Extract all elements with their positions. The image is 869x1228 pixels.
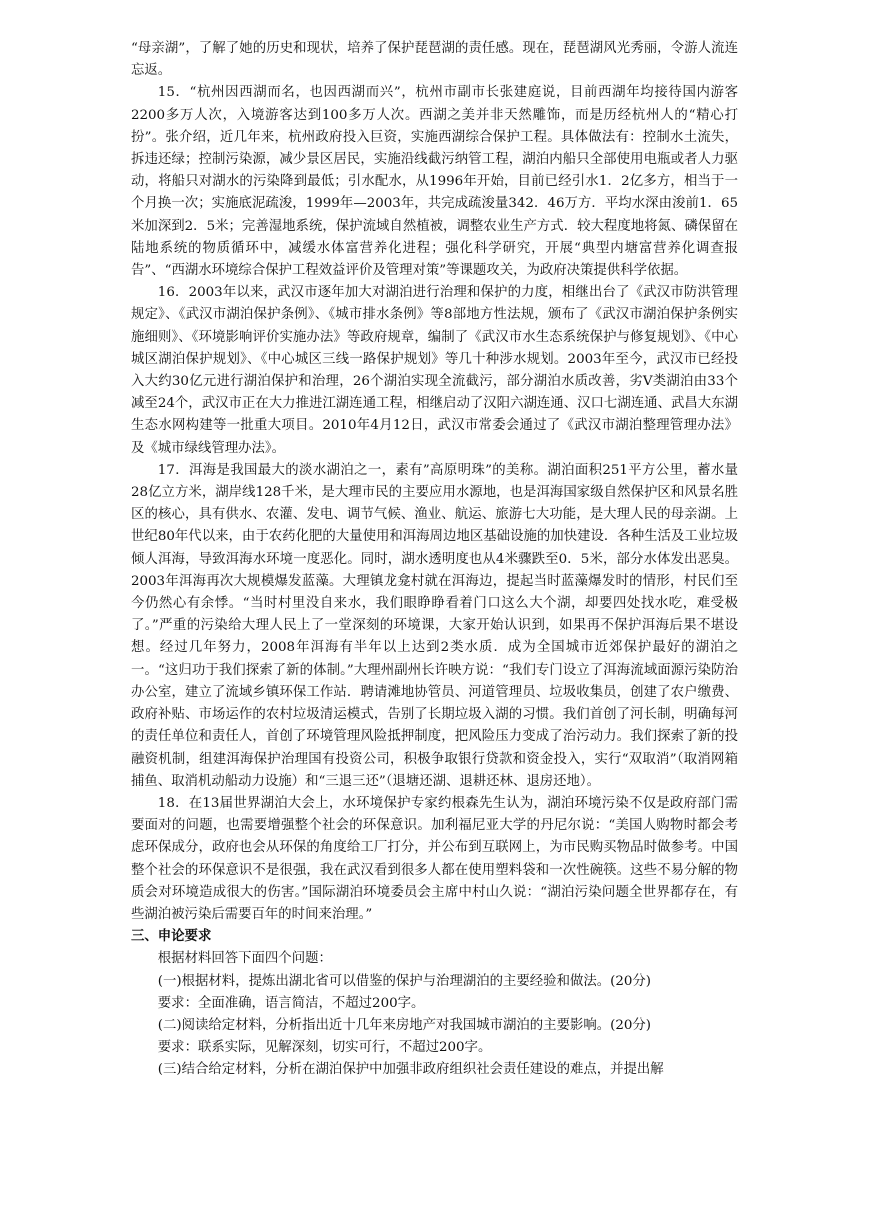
paragraph-15: 15．“杭州因西湖而名，也因西湖而兴”，杭州市副市长张建庭说，目前西湖年均接待国内游客2200多万人次，入境游客达到100多万人次。西湖之美并非天然雕饰，而是历经杭州人的“精心打扮”。张介绍，近几年来，杭州政府投入巨资，实施西湖综合保护工程。具体做法有：控制水土流失，拆违还绿；控制污染源，减少景区居民，实施沿线截污纳管工程，湖泊内船只全部使用电瓶或者人力驱动，将船只对湖水的污染降到最低；引水配水，从1996年开始，目前已经引水1．2亿多方，相当于一个月换一次；实施底泥疏浚，1999年—2003年，共完成疏浚量342．46万方．平均水深由浚前1．65米加深到2．5米；完善湿地系统，保护流域自然植被，调整农业生产方式．较大程度地将氮、磷保留在陆地系统的物质循环中，减缓水体富营养化进程；强化科学研究，开展“典型内塘富营养化调查报告”、“西湖水环境综合保护工程效益评价及管理对策”等课题攻关，为政府决策提供科学依据。	[131, 85, 738, 279]
question-2-requirement: 要求：联系实际，见解深刻，切实可行，不超过200字。	[157, 1040, 492, 1056]
question-3: (三)结合给定材料，分析在湖泊保护中加强非政府组织社会责任建设的难点，并提出解	[157, 1062, 664, 1078]
question-2: (二)阅读给定材料，分析指出近十几年来房地产对我国城市湖泊的主要影响。(20分)	[157, 1017, 652, 1033]
paragraph-continued: “母亲湖”，了解了她的历史和现状，培养了保护琵琶湖的责任感。现在，琵琶湖风光秀丽，令游人流连忘返。	[131, 41, 738, 79]
section-heading: 三、申论要求	[131, 929, 212, 945]
section-intro: 根据材料回答下面四个问题：	[157, 951, 332, 967]
paragraph-17: 17．洱海是我国最大的淡水湖泊之一，素有”高原明珠”的美称。湖泊面积251平方公里，蓄水量28亿立方米，湖岸线128千米，是大理市民的主要应用水源地，也是洱海国家级自然保护区和风景名胜区的核心，具有供水、农灌、发电、调节气候、渔业、航运、旅游七大功能，是大理人民的母亲湖。上世纪80年代以来，由于农药化肥的大量使用和洱海周边地区基础设施的加快建设．各种生活及工业垃圾倾人洱海，导致洱海水环境一度恶化。同时，湖水透明度也从4米骤跌至0．5米，部分水体发出恶臭。2003年洱海再次大规模爆发蓝藻。大理镇龙龛村就在洱海边，提起当时蓝藻爆发时的情形，村民们至今仍然心有余悸。“当时村里没自来水，我们眼睁睁看着门口这么大个湖，却要四处找水吃，难受极了。”严重的污染给大理人民上了一堂深刻的环境课，大家开始认识到，如果再不保护洱海后果不堪设想。经过几年努力，2008年洱海有半年以上达到2类水质．成为全国城市近郊保护最好的湖泊之一。“这归功于我们探索了新的体制。”大理州副州长许映方说：“我们专门设立了洱海流域面源污染防治办公室，建立了流域乡镇环保工作站．聘请滩地协管员、河道管理员、垃圾收集员，创建了农户缴费、政府补贴、市场运作的农村垃圾清运模式，告别了长期垃圾入湖的习惯。我们首创了河长制，明确每河的责任单位和责任人，首创了环境管理风险抵押制度，把风险压力变成了治污动力。我们探索了新的投融资机制，组建洱海保护治理国有投资公司，积极争取银行贷款和资金投入，实行“双取消”（取消网箱捕鱼、取消机动船动力设施）和“三退三还”（退塘还湖、退耕还林、退房还地）。	[131, 462, 738, 789]
question-1-requirement: 要求：全面准确，语言简洁，不超过200字。	[157, 995, 425, 1011]
paragraph-16: 16．2003年以来，武汉市逐年加大对湖泊进行治理和保护的力度，相继出台了《武汉市防洪管理规定》、《武汉市湖泊保护条例》、《城市排水条例》等8部地方性法规，颁布了《武汉市湖泊保护条例实施细则》、《环境影响评价实施办法》等政府规章，编制了《武汉市水生态系统保护与修复规划》、《中心城区湖泊保护规划》、《中心城区三线一路保护规划》等几十种涉水规划。2003年至今，武汉市已经投入大约30亿元进行湖泊保护和治理，26个湖泊实现全流截污，部分湖泊水质改善，劣Ⅴ类湖泊由33个减至24个，武汉市正在大力推进江湖连通工程，相继启动了汉阳六湖连通、汉口七湖连通、武昌大东湖生态水网构建等一批重大项目。2010年4月12日，武汉市常委会通过了《武汉市湖泊整理管理办法》及《城市绿线管理办法》。	[131, 285, 738, 456]
question-1: (一)根据材料，提炼出湖北省可以借鉴的保护与治理湖泊的主要经验和做法。(20分)	[157, 973, 652, 989]
paragraph-18: 18．在13届世界湖泊大会上，水环境保护专家约根森先生认为，湖泊环境污染不仅是政府部门需要面对的问题，也需要增强整个社会的环保意识。加利福尼亚大学的丹尼尔说：“美国人购物时都会考虑环保成分，政府也会从环保的角度给工厂打分，并公布到互联网上，为市民购买物品时做参考。中国整个社会的环保意识不是很强，我在武汉看到很多人都在使用塑料袋和一次性碗筷。这些不易分解的物质会对环境造成很大的伤害。”国际湖泊环境委员会主席中村山久说：“湖泊污染问题全世界都存在，有些湖泊被污染后需要百年的时间来治理。”	[131, 795, 738, 922]
